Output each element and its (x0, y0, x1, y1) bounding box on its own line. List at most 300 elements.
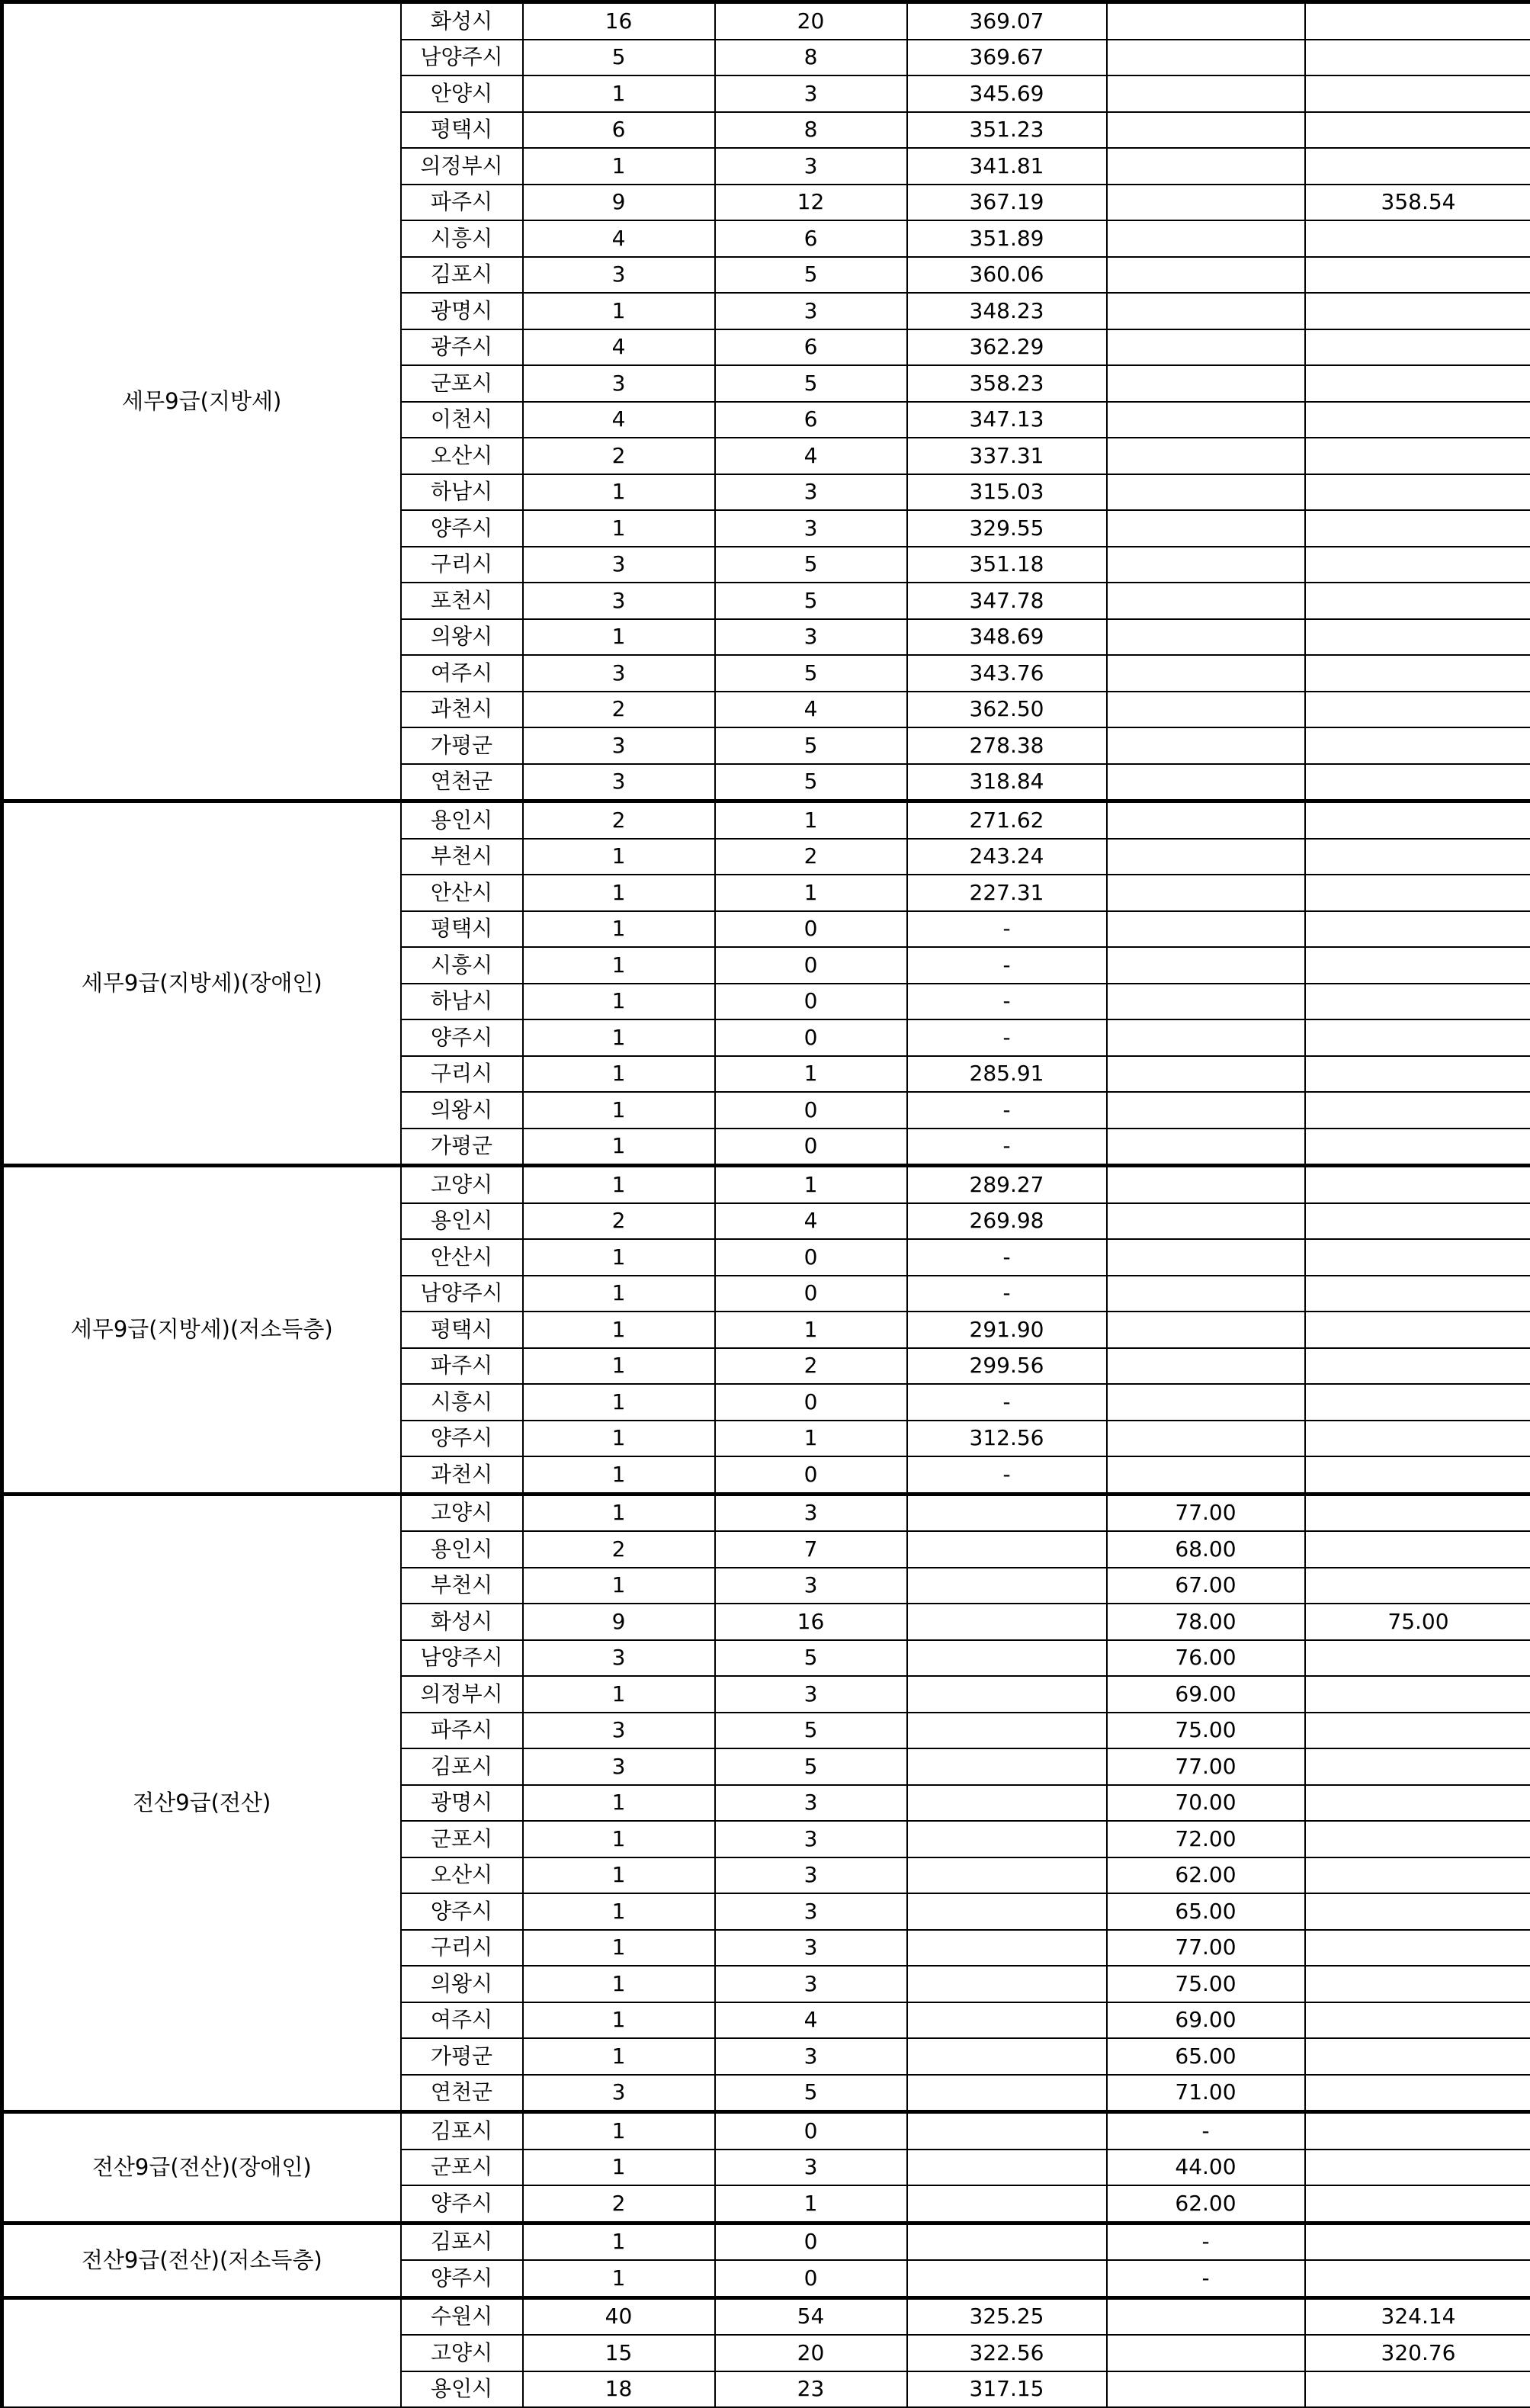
passers-cell: 5 (715, 365, 907, 402)
cutoff-score-cell (1305, 1568, 1530, 1604)
tax-score-cell: 358.23 (907, 365, 1107, 402)
openings-cell: 1 (523, 1092, 715, 1129)
city-cell: 군포시 (401, 1821, 523, 1857)
openings-cell: 2 (523, 438, 715, 474)
passers-cell: 5 (715, 1748, 907, 1785)
tax-score-cell: 269.98 (907, 1203, 1107, 1240)
passers-cell: 3 (715, 1494, 907, 1531)
openings-cell: 1 (523, 2112, 715, 2150)
passers-cell: 0 (715, 1456, 907, 1494)
openings-cell: 1 (523, 1857, 715, 1894)
tax-score-cell: 278.38 (907, 727, 1107, 764)
it-score-cell: 69.00 (1107, 2002, 1305, 2039)
passers-cell: 3 (715, 1966, 907, 2002)
passers-cell: 23 (715, 2371, 907, 2408)
it-score-cell (1107, 1312, 1305, 1348)
city-cell: 화성시 (401, 2, 523, 40)
openings-cell: 1 (523, 911, 715, 948)
city-cell: 고양시 (401, 1494, 523, 1531)
it-score-cell: 78.00 (1107, 1604, 1305, 1640)
tax-score-cell: - (907, 1129, 1107, 1166)
openings-cell: 1 (523, 1456, 715, 1494)
city-cell: 용인시 (401, 1203, 523, 1240)
openings-cell: 1 (523, 1166, 715, 1203)
openings-cell: 3 (523, 365, 715, 402)
it-score-cell (1107, 947, 1305, 984)
passers-cell: 3 (715, 1676, 907, 1713)
tax-score-cell (907, 1568, 1107, 1604)
city-cell: 광명시 (401, 293, 523, 329)
openings-cell: 1 (523, 1056, 715, 1093)
it-score-cell (1107, 185, 1305, 221)
cutoff-score-cell (1305, 40, 1530, 76)
it-score-cell (1107, 727, 1305, 764)
it-score-cell: 77.00 (1107, 1930, 1305, 1967)
openings-cell: 1 (523, 474, 715, 511)
city-cell: 수원시 (401, 2297, 523, 2335)
passers-cell: 1 (715, 875, 907, 911)
tax-score-cell (907, 1748, 1107, 1785)
it-score-cell (1107, 655, 1305, 692)
passers-cell: 1 (715, 2185, 907, 2223)
tax-score-cell: 369.07 (907, 2, 1107, 40)
table-row (2, 1494, 1530, 1531)
tax-score-cell: 348.23 (907, 293, 1107, 329)
city-cell: 오산시 (401, 438, 523, 474)
city-cell: 여주시 (401, 2002, 523, 2039)
city-cell: 양주시 (401, 1421, 523, 1457)
openings-cell: 1 (523, 1893, 715, 1930)
category-cell: 전산9급(전산) (2, 1494, 401, 2112)
cutoff-score-cell (1305, 1893, 1530, 1930)
cutoff-score-cell (1305, 1857, 1530, 1894)
tax-score-cell (907, 1676, 1107, 1713)
openings-cell: 1 (523, 1568, 715, 1604)
tax-score-cell: 347.13 (907, 402, 1107, 438)
openings-cell: 6 (523, 112, 715, 149)
cutoff-score-cell (1305, 365, 1530, 402)
passers-cell: 0 (715, 1384, 907, 1421)
city-cell: 안산시 (401, 875, 523, 911)
cutoff-score-cell (1305, 1676, 1530, 1713)
openings-cell: 1 (523, 1348, 715, 1385)
openings-cell: 5 (523, 40, 715, 76)
city-cell: 김포시 (401, 257, 523, 294)
passers-cell: 5 (715, 1640, 907, 1677)
passers-cell: 5 (715, 655, 907, 692)
category-cell: 전산9급(전산)(저소득층) (2, 2223, 401, 2297)
it-score-cell (1107, 1203, 1305, 1240)
it-score-cell: 71.00 (1107, 2075, 1305, 2112)
city-cell: 의왕시 (401, 1092, 523, 1129)
tax-score-cell (907, 2075, 1107, 2112)
it-score-cell: 65.00 (1107, 1893, 1305, 1930)
city-cell: 가평군 (401, 2038, 523, 2075)
it-score-cell: 72.00 (1107, 1821, 1305, 1857)
passers-cell: 5 (715, 2075, 907, 2112)
passers-cell: 1 (715, 801, 907, 839)
tax-score-cell: 341.81 (907, 148, 1107, 185)
tax-score-cell: 351.89 (907, 220, 1107, 257)
city-cell: 과천시 (401, 692, 523, 728)
passers-cell: 3 (715, 1821, 907, 1857)
cutoff-score-cell (1305, 2002, 1530, 2039)
cutoff-score-cell (1305, 1166, 1530, 1203)
it-score-cell: 76.00 (1107, 1640, 1305, 1677)
cutoff-score-cell (1305, 1421, 1530, 1457)
tax-score-cell: 312.56 (907, 1421, 1107, 1457)
city-cell: 가평군 (401, 727, 523, 764)
passers-cell: 8 (715, 40, 907, 76)
it-score-cell: - (1107, 2112, 1305, 2150)
city-cell: 파주시 (401, 1348, 523, 1385)
category-cell: 세무9급(지방세)(장애인) (2, 801, 401, 1166)
it-score-cell (1107, 1239, 1305, 1276)
it-score-cell: 67.00 (1107, 1568, 1305, 1604)
tax-score-cell: 367.19 (907, 185, 1107, 221)
city-cell: 양주시 (401, 510, 523, 547)
tax-score-cell: 348.69 (907, 619, 1107, 656)
cutoff-score-cell (1305, 2371, 1530, 2408)
cutoff-score-cell (1305, 1384, 1530, 1421)
it-score-cell (1107, 75, 1305, 112)
tax-score-cell: - (907, 1239, 1107, 1276)
city-cell: 과천시 (401, 1456, 523, 1494)
city-cell: 군포시 (401, 365, 523, 402)
it-score-cell (1107, 547, 1305, 583)
openings-cell: 1 (523, 148, 715, 185)
openings-cell: 3 (523, 257, 715, 294)
it-score-cell (1107, 2, 1305, 40)
it-score-cell: 44.00 (1107, 2150, 1305, 2186)
it-score-cell (1107, 2335, 1305, 2371)
tax-score-cell: 317.15 (907, 2371, 1107, 2408)
openings-cell: 18 (523, 2371, 715, 2408)
tax-score-cell (907, 2260, 1107, 2297)
cutoff-score-cell (1305, 875, 1530, 911)
tax-score-cell (907, 2223, 1107, 2260)
it-score-cell (1107, 1421, 1305, 1457)
passers-cell: 4 (715, 2002, 907, 2039)
cutoff-score-cell: 75.00 (1305, 1604, 1530, 1640)
cutoff-score-cell (1305, 655, 1530, 692)
city-cell: 용인시 (401, 2371, 523, 2408)
cutoff-score-cell (1305, 1785, 1530, 1822)
cutoff-score-cell (1305, 2185, 1530, 2223)
cutoff-score-cell (1305, 1531, 1530, 1568)
tax-score-cell (907, 1821, 1107, 1857)
cutoff-score-cell (1305, 727, 1530, 764)
passers-cell: 3 (715, 1893, 907, 1930)
cutoff-score-cell (1305, 2260, 1530, 2297)
it-score-cell: - (1107, 2260, 1305, 2297)
city-cell: 양주시 (401, 2185, 523, 2223)
tax-score-cell (907, 1604, 1107, 1640)
openings-cell: 1 (523, 2150, 715, 2186)
passers-cell: 6 (715, 402, 907, 438)
it-score-cell: 62.00 (1107, 1857, 1305, 1894)
city-cell: 하남시 (401, 474, 523, 511)
it-score-cell (1107, 329, 1305, 366)
tax-score-cell: 289.27 (907, 1166, 1107, 1203)
tax-score-cell (907, 1857, 1107, 1894)
it-score-cell: 69.00 (1107, 1676, 1305, 1713)
city-cell: 구리시 (401, 1930, 523, 1967)
it-score-cell (1107, 257, 1305, 294)
tax-score-cell: - (907, 947, 1107, 984)
cutoff-score-cell (1305, 329, 1530, 366)
city-cell: 시흥시 (401, 947, 523, 984)
table-row (2, 1166, 1530, 1203)
it-score-cell: 75.00 (1107, 1713, 1305, 1749)
tax-score-cell (907, 2185, 1107, 2223)
cutoff-score-cell (1305, 438, 1530, 474)
cutoff-score-cell (1305, 1930, 1530, 1967)
it-score-cell (1107, 402, 1305, 438)
it-score-cell: 65.00 (1107, 2038, 1305, 2075)
openings-cell: 1 (523, 1129, 715, 1166)
it-score-cell (1107, 1056, 1305, 1093)
passers-cell: 3 (715, 293, 907, 329)
city-cell: 의정부시 (401, 148, 523, 185)
passers-cell: 1 (715, 1056, 907, 1093)
city-cell: 양주시 (401, 2260, 523, 2297)
passers-cell: 8 (715, 112, 907, 149)
passers-cell: 5 (715, 764, 907, 801)
passers-cell: 4 (715, 1203, 907, 1240)
it-score-cell (1107, 583, 1305, 619)
passers-cell: 0 (715, 1092, 907, 1129)
passers-cell: 0 (715, 2260, 907, 2297)
passers-cell: 0 (715, 2223, 907, 2260)
city-cell: 평택시 (401, 911, 523, 948)
passers-cell: 1 (715, 1421, 907, 1457)
cutoff-score-cell (1305, 1456, 1530, 1494)
table-row (2, 2223, 1530, 2260)
openings-cell: 1 (523, 1676, 715, 1713)
it-score-cell (1107, 40, 1305, 76)
openings-cell: 4 (523, 220, 715, 257)
cutoff-score-cell (1305, 764, 1530, 801)
it-score-cell (1107, 1348, 1305, 1385)
openings-cell: 1 (523, 2223, 715, 2260)
passers-cell: 1 (715, 1312, 907, 1348)
passers-cell: 3 (715, 474, 907, 511)
openings-cell: 1 (523, 1312, 715, 1348)
passers-cell: 5 (715, 257, 907, 294)
it-score-cell: 75.00 (1107, 1966, 1305, 2002)
cutoff-score-cell (1305, 1312, 1530, 1348)
passers-cell: 5 (715, 727, 907, 764)
tax-score-cell (907, 1930, 1107, 1967)
cutoff-score-cell (1305, 2150, 1530, 2186)
city-cell: 이천시 (401, 402, 523, 438)
openings-cell: 1 (523, 1421, 715, 1457)
passers-cell: 6 (715, 220, 907, 257)
tax-score-cell: 369.67 (907, 40, 1107, 76)
openings-cell: 3 (523, 1640, 715, 1677)
passers-cell: 3 (715, 2150, 907, 2186)
openings-cell: 9 (523, 185, 715, 221)
openings-cell: 1 (523, 1930, 715, 1967)
passers-cell: 0 (715, 1276, 907, 1312)
city-cell: 시흥시 (401, 1384, 523, 1421)
city-cell: 김포시 (401, 2112, 523, 2150)
passers-cell: 5 (715, 1713, 907, 1749)
tax-score-cell (907, 1893, 1107, 1930)
openings-cell: 3 (523, 547, 715, 583)
tax-score-cell (907, 2150, 1107, 2186)
cutoff-score-cell (1305, 2223, 1530, 2260)
tax-score-cell: - (907, 1276, 1107, 1312)
openings-cell: 3 (523, 1713, 715, 1749)
openings-cell: 2 (523, 692, 715, 728)
tax-score-cell: 322.56 (907, 2335, 1107, 2371)
table-row (2, 801, 1530, 839)
tax-score-cell: 299.56 (907, 1348, 1107, 1385)
cutoff-score-cell: 320.76 (1305, 2335, 1530, 2371)
city-cell: 남양주시 (401, 40, 523, 76)
openings-cell: 3 (523, 764, 715, 801)
openings-cell: 1 (523, 619, 715, 656)
cutoff-score-cell (1305, 619, 1530, 656)
tax-score-cell: 343.76 (907, 655, 1107, 692)
tax-score-cell (907, 2002, 1107, 2039)
it-score-cell: 77.00 (1107, 1494, 1305, 1531)
tax-score-cell: 347.78 (907, 583, 1107, 619)
cutoff-score-cell (1305, 2075, 1530, 2112)
cutoff-score-cell (1305, 257, 1530, 294)
openings-cell: 3 (523, 583, 715, 619)
tax-score-cell: 345.69 (907, 75, 1107, 112)
table-row (2, 2112, 1530, 2150)
city-cell: 구리시 (401, 547, 523, 583)
passers-cell: 54 (715, 2297, 907, 2335)
passers-cell: 20 (715, 2335, 907, 2371)
cutoff-score-cell (1305, 1056, 1530, 1093)
cutoff-score-cell (1305, 2, 1530, 40)
city-cell: 남양주시 (401, 1640, 523, 1677)
cutoff-score-cell (1305, 2112, 1530, 2150)
cutoff-score-cell (1305, 1821, 1530, 1857)
cutoff-score-cell (1305, 474, 1530, 511)
city-cell: 의왕시 (401, 619, 523, 656)
openings-cell: 2 (523, 1531, 715, 1568)
it-score-cell (1107, 764, 1305, 801)
tax-score-cell: 362.29 (907, 329, 1107, 366)
tax-score-cell: - (907, 1092, 1107, 1129)
passers-cell: 3 (715, 1568, 907, 1604)
city-cell: 부천시 (401, 1568, 523, 1604)
passers-cell: 16 (715, 1604, 907, 1640)
it-score-cell (1107, 220, 1305, 257)
cutoff-score-cell (1305, 984, 1530, 1020)
city-cell: 용인시 (401, 1531, 523, 1568)
city-cell: 안산시 (401, 1239, 523, 1276)
tax-score-cell (907, 1531, 1107, 1568)
passers-cell: 0 (715, 2112, 907, 2150)
openings-cell: 1 (523, 875, 715, 911)
it-score-cell (1107, 1129, 1305, 1166)
it-score-cell (1107, 1384, 1305, 1421)
openings-cell: 3 (523, 727, 715, 764)
openings-cell: 2 (523, 801, 715, 839)
it-score-cell (1107, 1276, 1305, 1312)
cutoff-score-cell (1305, 839, 1530, 875)
it-score-cell (1107, 839, 1305, 875)
openings-cell: 3 (523, 655, 715, 692)
city-cell: 의왕시 (401, 1966, 523, 2002)
tax-score-cell: 227.31 (907, 875, 1107, 911)
openings-cell: 2 (523, 2185, 715, 2223)
cutoff-score-cell (1305, 911, 1530, 948)
it-score-cell (1107, 474, 1305, 511)
city-cell: 오산시 (401, 1857, 523, 1894)
tax-score-cell (907, 1785, 1107, 1822)
openings-cell: 1 (523, 2038, 715, 2075)
openings-cell: 1 (523, 1821, 715, 1857)
openings-cell: 40 (523, 2297, 715, 2335)
cutoff-score-cell (1305, 2038, 1530, 2075)
tax-score-cell (907, 1966, 1107, 2002)
cutoff-score-cell (1305, 293, 1530, 329)
city-cell: 파주시 (401, 1713, 523, 1749)
city-cell: 여주시 (401, 655, 523, 692)
it-score-cell: 77.00 (1107, 1748, 1305, 1785)
passers-cell: 3 (715, 1857, 907, 1894)
tax-score-cell: 285.91 (907, 1056, 1107, 1093)
tax-score-cell: 325.25 (907, 2297, 1107, 2335)
tax-score-cell (907, 2112, 1107, 2150)
cutoff-score-cell (1305, 220, 1530, 257)
openings-cell: 1 (523, 510, 715, 547)
cutoff-score-cell (1305, 510, 1530, 547)
tax-score-cell (907, 1494, 1107, 1531)
openings-cell: 16 (523, 2, 715, 40)
tax-score-cell: - (907, 1456, 1107, 1494)
tax-score-cell (907, 1713, 1107, 1749)
tax-score-cell: 351.23 (907, 112, 1107, 149)
cutoff-score-cell (1305, 75, 1530, 112)
openings-cell: 1 (523, 1239, 715, 1276)
category-cell: 세무9급(지방세) (2, 2, 401, 801)
it-score-cell (1107, 510, 1305, 547)
cutoff-score-cell (1305, 1748, 1530, 1785)
tax-score-cell: 271.62 (907, 801, 1107, 839)
passers-cell: 4 (715, 692, 907, 728)
tax-score-cell: - (907, 1019, 1107, 1056)
city-cell: 가평군 (401, 1129, 523, 1166)
openings-cell: 1 (523, 293, 715, 329)
city-cell: 평택시 (401, 112, 523, 149)
openings-cell: 1 (523, 984, 715, 1020)
cutoff-score-cell (1305, 1129, 1530, 1166)
it-score-cell: 70.00 (1107, 1785, 1305, 1822)
city-cell: 연천군 (401, 764, 523, 801)
tax-score-cell (907, 2038, 1107, 2075)
cutoff-score-cell (1305, 1640, 1530, 1677)
cutoff-score-cell (1305, 1494, 1530, 1531)
city-cell: 김포시 (401, 1748, 523, 1785)
category-cell: 전산9급(전산)(장애인) (2, 2112, 401, 2223)
openings-cell: 1 (523, 947, 715, 984)
tax-score-cell: - (907, 911, 1107, 948)
city-cell: 양주시 (401, 1019, 523, 1056)
city-cell: 안양시 (401, 75, 523, 112)
it-score-cell (1107, 875, 1305, 911)
tax-score-cell: 243.24 (907, 839, 1107, 875)
tax-score-cell: 318.84 (907, 764, 1107, 801)
